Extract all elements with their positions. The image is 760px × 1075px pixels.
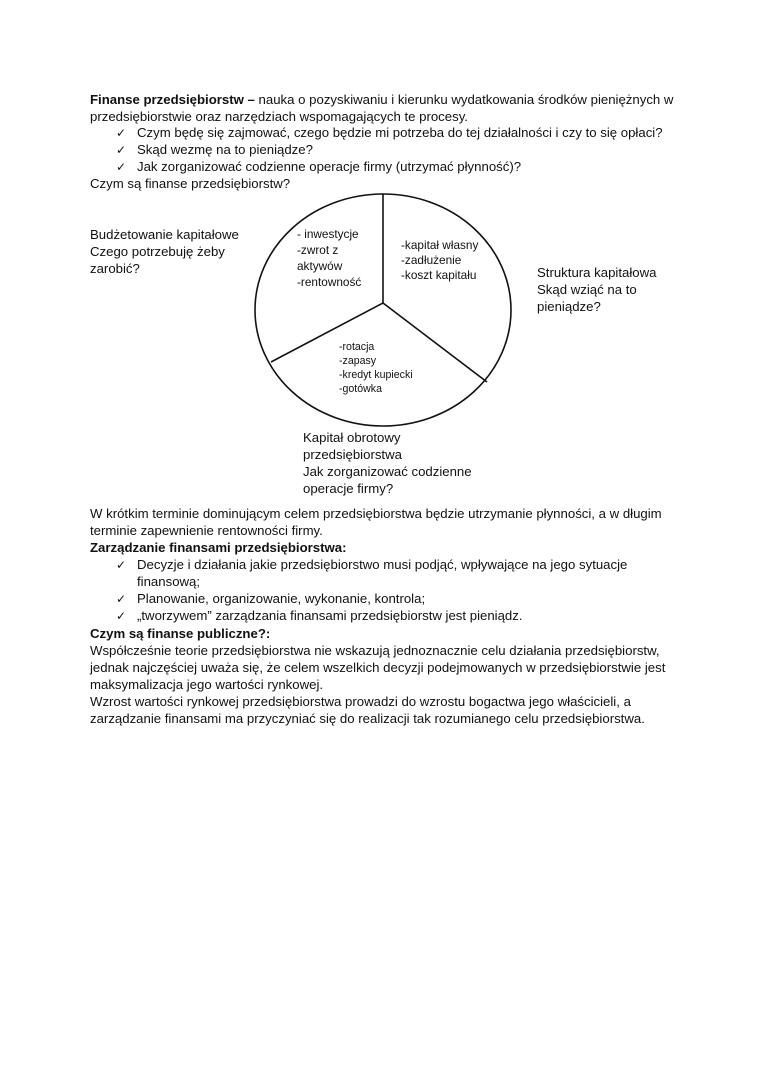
heading-finanse-publiczne: Czym są finanse publiczne?: xyxy=(90,626,271,641)
segment-item: -zwrot z xyxy=(297,243,339,257)
bullet2-1: Decyzje i działania jakie przedsiębiorstwo musi podjąć, wpływające na jego sytuacje xyxy=(137,557,628,572)
bullet2-3: „tworzywem” zarządzania finansami przedsiębiorstw jest pieniądz. xyxy=(137,608,523,623)
segment-item: -rotacja xyxy=(339,341,375,353)
label-line: Skąd wziąć na to xyxy=(537,282,637,297)
label-line: operacje firmy? xyxy=(303,481,394,496)
check-icon: ✓ xyxy=(116,160,127,174)
check-icon: ✓ xyxy=(116,592,127,606)
intro-line-2: przedsiębiorstwie oraz narzędziach wspomagających te procesy. xyxy=(90,109,468,124)
label-line: pieniądze? xyxy=(537,299,601,314)
bullet2-2: Planowanie, organizowanie, wykonanie, kontrola; xyxy=(137,591,426,606)
segment-item: -koszt kapitału xyxy=(401,268,477,282)
para2-line-3: maksymalizacja jego wartości rynkowej. xyxy=(90,677,324,692)
segment-item: -zadłużenie xyxy=(401,253,462,267)
bullet2-1-cont: finansową; xyxy=(137,574,201,589)
para2-line-2: jednak najczęściej uważa się, że celem wszelkich decyzji podejmowanych w przedsiębiorstwie jest xyxy=(90,660,666,675)
para2-line-1: Współcześnie teorie przedsiębiorstwa nie wskazują jednoznacznie celu działania przedsiębiorstw, xyxy=(90,643,660,658)
segment-item: -rentowność xyxy=(297,275,362,289)
check-icon: ✓ xyxy=(116,558,127,572)
segment-item: -zapasy xyxy=(339,355,377,367)
segment-item: -gotówka xyxy=(339,383,382,395)
segment-item: - inwestycje xyxy=(297,227,359,241)
label-line: Struktura kapitałowa xyxy=(537,265,657,280)
term-finanse-przedsiebiorstw: Finanse przedsiębiorstw – xyxy=(90,92,255,107)
label-line: przedsiębiorstwa xyxy=(303,447,402,462)
segment-item: -kredyt kupiecki xyxy=(339,369,413,381)
label-line: zarobić? xyxy=(90,261,140,276)
intro-bullet-3: Jak zorganizować codzienne operacje firmy (utrzymać płynność)? xyxy=(137,159,522,174)
label-line: Budżetowanie kapitałowe xyxy=(90,227,239,242)
para1-line-2: terminie zapewnienie rentowności firmy. xyxy=(90,523,323,538)
definition-text: nauka o pozyskiwaniu i kierunku wydatkowania środków pieniężnych w xyxy=(254,92,674,107)
para2-line-5: zarządzanie finansami ma przyczyniać się do realizacji tak rozumianego celu przedsiębiorstwa. xyxy=(90,711,645,726)
intro-bullet-1: Czym będę się zajmować, czego będzie mi potrzeba do tej działalności i czy to się opłaci? xyxy=(137,125,663,140)
check-icon: ✓ xyxy=(116,143,127,157)
check-icon: ✓ xyxy=(116,126,127,140)
para1-line-1: W krótkim terminie dominującym celem przedsiębiorstwa będzie utrzymanie płynności, a w długim xyxy=(90,506,662,521)
label-line: Czego potrzebuję żeby xyxy=(90,244,225,259)
segment-item: aktywów xyxy=(297,259,343,273)
intro-bullet-2: Skąd wezmę na to pieniądze? xyxy=(137,142,313,157)
label-line: Kapitał obrotowy xyxy=(303,430,401,445)
check-icon: ✓ xyxy=(116,609,127,623)
segment-item: -kapitał własny xyxy=(401,238,479,252)
para2-line-4: Wzrost wartości rynkowej przedsiębiorstwa prowadzi do wzrostu bogactwa jego właścicieli, a xyxy=(90,694,631,709)
intro-question: Czym są finanse przedsiębiorstw? xyxy=(90,176,291,191)
label-line: Jak zorganizować codzienne xyxy=(303,464,472,479)
heading-zarzadzanie: Zarządzanie finansami przedsiębiorstwa: xyxy=(90,540,347,555)
